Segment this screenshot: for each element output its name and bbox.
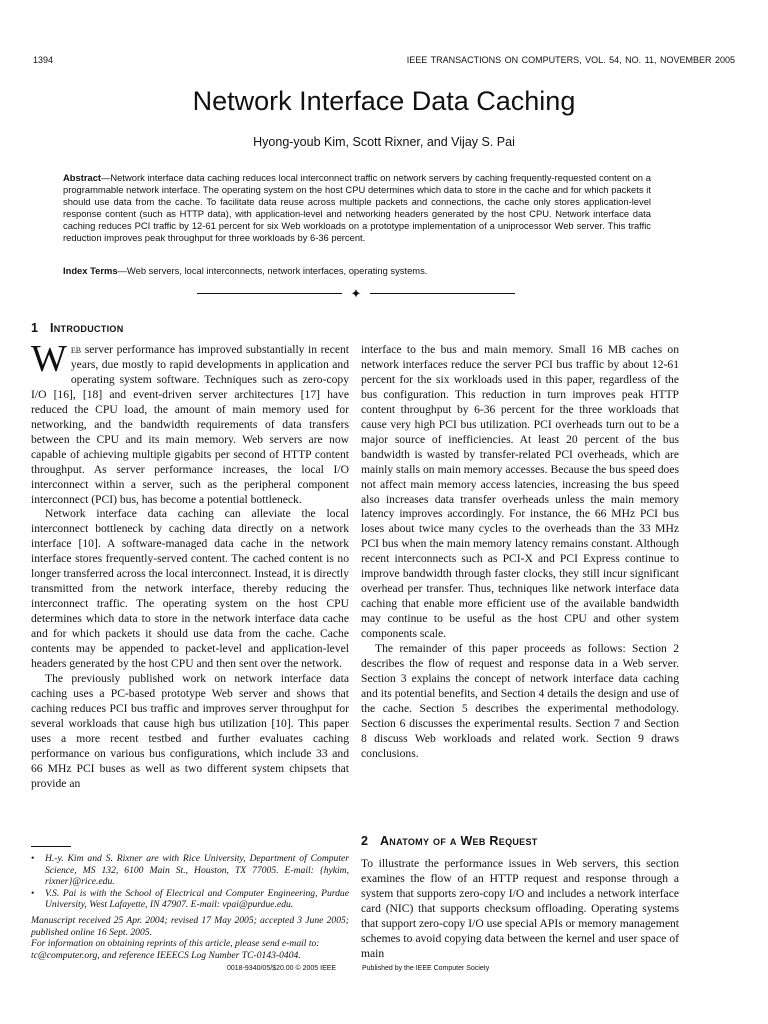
index-terms-label: Index Terms <box>63 265 118 276</box>
intro-paragraph-2: Network interface data caching can alleviate the local interconnect bottleneck by caching data directly on a network interface [10]. A software-managed data cache in the network interface stores frequently-served content. The cached content is no longer transferred across the local interconnect. Instead, it is directly transmitted from the network interface, thereby reducing the interconnect traffic. The operating system on the host CPU determines which data to store in the network interface data cache and for which packets it should use data from the cache. Cache contents may be appended to packet-level and application-level headers generated by the host CPU and then sent over the network. <box>31 507 349 671</box>
copyright-code: 0018-9340/05/$20.00 © 2005 IEEE <box>227 965 337 972</box>
intro-paragraph-continued: interface to the bus and main memory. Small 16 MB caches on network interfaces reduce the server PCI bus traffic by about 12-61 percent for the six workloads used in this paper, regardless of the bus configuration. This reduction in turn improves peak HTTP content throughput by 6-36 percent for the three workloads that cause very high PCI bus utilization. PCI overheads turn out to be a major source of inefficiencies. At least 20 percent of the bus bandwidth is wasted by transfer-related PCI overheads, which are mainly stalls on main memory accesses. Because the bus speed does not affect main memory access latencies, increasing the bus speed also increases data transfer overheads unless the main memory latency improves accordingly. For instance, the 66 MHz PCI bus loses about twice many cycles to the overheads than the 33 MHz PCI bus when the main memory latency remains constant. Although recent interconnects such as PCI-X and PCI Express continue to improve bandwidth through faster clocks, they still incur significant overhead per transfer. Thus, techniques like network interface data caching that enable more efficient use of the available bandwidth may continue to be useful as the host CPU and other system components scale. <box>361 343 679 641</box>
separator-line-right <box>370 293 515 294</box>
intro-paragraph-roadmap: The remainder of this paper proceeds as follows: Section 2 describes the flow of request and response data in a Web server. Section 3 explains the concept of network interface data caching and its potential benefits, and Section 4 details the design and use of the cache. Section 5 describes the experimental methodology. Section 6 discusses the experimental results. Section 7 and Section 8 discuss Web workloads and related work. Section 9 draws conclusions. <box>361 642 679 760</box>
section-separator <box>197 285 515 303</box>
drop-cap: W <box>31 338 67 380</box>
drop-cap-continuation: eb <box>70 343 82 356</box>
footnote-affiliation-1: • H.-y. Kim and S. Rixner are with Rice University, Department of Computer Science, MS 132, 6100 Main St., Houston, TX 77005. E-mail: {hykim, rixner}@rice.edu. <box>31 853 349 888</box>
section-2-paragraph-1: To illustrate the performance issues in Web servers, this section examines the flow of an HTTP request and response through a system that supports zero-copy I/O and includes a network interface card (NIC) that supports checksum offloading. Operating systems that support zero-copy I/O use special APIs or memory management schemes to avoid copying data between the kernel and user space of main <box>361 857 679 960</box>
page-number: 1394 <box>33 55 54 65</box>
separator-line-left <box>197 293 342 294</box>
footnotes <box>31 853 349 961</box>
manuscript-history: Manuscript received 25 Apr. 2004; revised 17 May 2005; accepted 3 June 2005; published online 16 Sept. 2005. <box>31 914 349 938</box>
footnote-rule <box>31 846 71 847</box>
index-terms-text: —Web servers, local interconnects, network interfaces, operating systems. <box>117 265 428 276</box>
left-column <box>31 338 349 792</box>
publisher-line: Published by the IEEE Computer Society <box>362 965 490 972</box>
intro-paragraph-1: Web server performance has improved substantially in recent years, due mostly to rapid developments in application and operating system software. Techniques such as zero-copy I/O [16], [18] and event-driven server architectures [17] have reduced the CPU load, the amount of main memory used for networking, and the bandwidth requirements of data transfers between the CPU and its main memory. Web servers are now capable of achieving multiple gigabits per second of HTTP content throughput. As server performance increases, the local I/O interconnect within a server, such as the peripheral component interconnect (PCI) bus, has become a potential bottleneck. <box>31 338 349 506</box>
intro-paragraph-3: The previously published work on network interface data caching uses a PC-based prototype Web server and shows that caching reduces PCI bus traffic and improves server throughput for several workloads that cause high bus utilization [10]. This paper uses a more recent testbed and further evaluates caching performance on various bus configurations, which include 33 and 66 MHz PCI buses as well as two different system chipsets that provide an <box>31 671 349 790</box>
running-head <box>33 55 735 69</box>
bullet-icon: • <box>31 853 35 864</box>
section-2-body <box>361 857 679 962</box>
journal-citation: IEEE TRANSACTIONS ON COMPUTERS, VOL. 54, NO. 11, NOVEMBER 2005 <box>406 55 735 65</box>
section-1-heading <box>31 321 124 335</box>
bullet-icon: • <box>31 887 35 899</box>
right-column <box>361 343 679 762</box>
section-1-title: Introduction <box>49 321 124 335</box>
section-2-title: Anatomy of a Web Request <box>379 834 538 848</box>
reprint-info: For information on obtaining reprints of this article, please send e-mail to: tc@computer.org, and reference IEEECS Log Number TC-0143-0404. <box>31 938 320 961</box>
abstract-text: —Network interface data caching reduces local interconnect traffic on network servers by caching frequently-requested content on a programmable network interface. The operating system on the host CPU determines which data to store in the cache and for which packets it should use data from the cache. To facilitate data reuse across multiple packets and connections, the cache only stores application-level response content (such as HTTP data), with application-level and networking headers generated by the host CPU. Network interface data caching reduces PCI traffic by 12-61 percent for six Web workloads on a prototype implementation of a uniprocessor Web server. This traffic reduction improves peak throughput for three workloads by 6-36 percent. <box>63 172 651 243</box>
section-2-heading <box>361 834 538 848</box>
section-2-number: 2 <box>361 834 368 848</box>
footnote-affiliation-2: • V.S. Pai is with the School of Electrical and Computer Engineering, Purdue University, West Lafayette, IN 47907. E-mail: vpai@purdue.edu. <box>31 887 349 911</box>
paper-title: Network Interface Data Caching <box>192 86 576 116</box>
index-terms <box>63 265 651 277</box>
separator-ornament-icon: ✦ <box>350 286 362 301</box>
section-1-number: 1 <box>31 321 38 335</box>
abstract <box>63 172 651 243</box>
abstract-label: Abstract <box>63 172 102 183</box>
author-list: Hyong-youb Kim, Scott Rixner, and Vijay S. Pai <box>253 135 515 149</box>
